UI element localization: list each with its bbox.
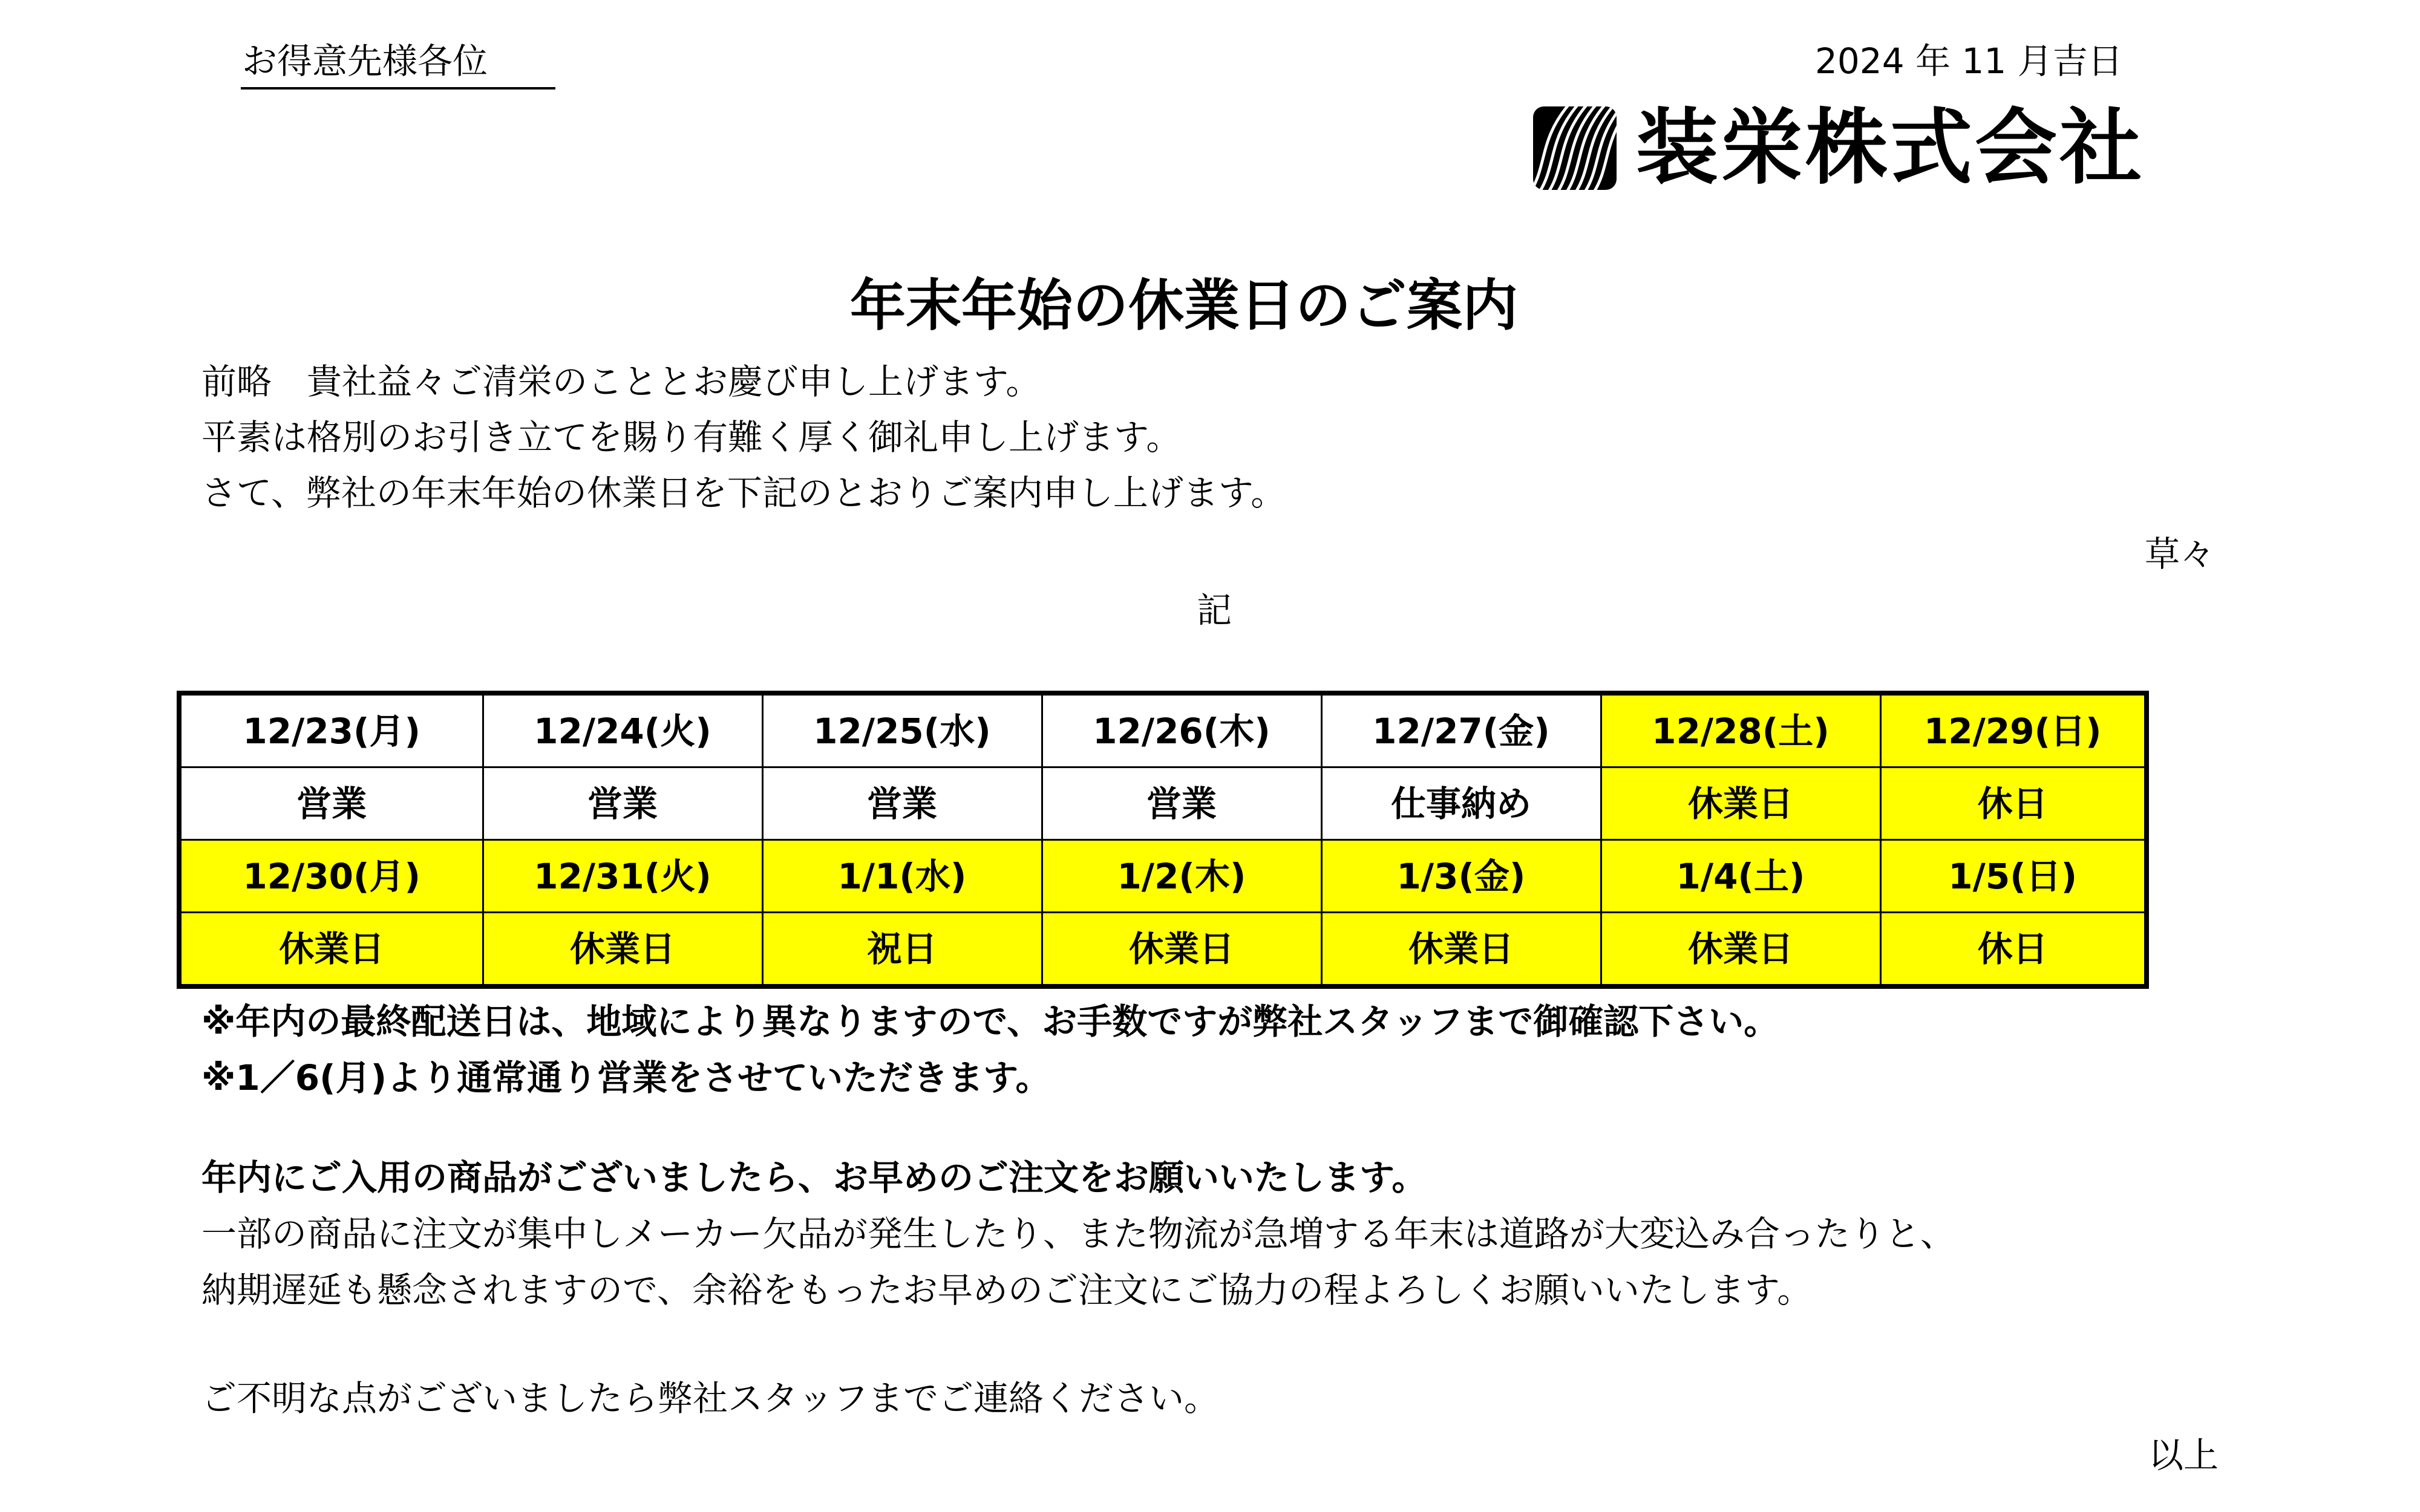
- order-request-line: 一部の商品に注文が集中しメーカー欠品が発生したり、また物流が急増する年末は道路が大変込み合ったりと、: [201, 1213, 1955, 1254]
- issue-date: 2024 年 11 月吉日: [1815, 41, 2123, 82]
- status-cell: 休業日: [1042, 913, 1321, 987]
- date-cell: 12/23(月): [179, 693, 483, 767]
- ki-mark: 記: [1197, 590, 1232, 631]
- greeting: [201, 361, 1286, 531]
- greeting-line: さて、弊社の年末年始の休業日を下記のとおりご案内申し上げます。: [201, 472, 1286, 513]
- date-cell: 12/24(火): [483, 693, 762, 767]
- date-cell: 12/28(土): [1601, 693, 1880, 767]
- date-cell: 12/27(金): [1321, 693, 1601, 767]
- status-cell: 仕事納め: [1321, 767, 1601, 840]
- order-request-heading: 年内にご入用の商品がございましたら、お早めのご注文をお願いいたします。: [201, 1157, 1427, 1198]
- greeting-line: 前略 貴社益々ご清栄のこととお慶び申し上げます。: [201, 361, 1041, 402]
- greeting-line: 平素は格別のお引き立てを賜り有難く厚く御礼申し上げます。: [201, 417, 1182, 458]
- status-row: [179, 913, 2147, 987]
- status-cell: 休業日: [1601, 767, 1880, 840]
- date-cell: 1/2(木): [1042, 840, 1321, 913]
- status-cell: 休業日: [1321, 913, 1601, 987]
- date-row: [179, 693, 2147, 767]
- date-cell: 12/25(水): [762, 693, 1042, 767]
- closing-sousou: 草々: [2145, 533, 2216, 575]
- date-cell: 1/1(水): [762, 840, 1042, 913]
- closing-ijou: 以上: [2148, 1435, 2219, 1476]
- contact-line: ご不明な点がございましたら弊社スタッフまでご連絡ください。: [201, 1378, 1220, 1419]
- status-cell: 営業: [1042, 767, 1321, 840]
- order-request-line: 納期遅延も懸念されますので、余裕をもったお早めのご注文にご協力の程よろしくお願いいたします。: [201, 1269, 1813, 1311]
- date-cell: 1/3(金): [1321, 840, 1601, 913]
- date-cell: 12/29(日): [1880, 693, 2147, 767]
- status-cell: 営業: [762, 767, 1042, 840]
- status-cell: 祝日: [762, 913, 1042, 987]
- company-logo: [1529, 100, 2144, 196]
- status-cell: 休日: [1880, 913, 2147, 987]
- status-cell: 営業: [179, 767, 483, 840]
- status-cell: 休業日: [1601, 913, 1880, 987]
- status-cell: 休業日: [483, 913, 762, 987]
- status-cell: 休日: [1880, 767, 2147, 840]
- date-cell: 12/31(火): [483, 840, 762, 913]
- page-title: 年末年始の休業日のご案内: [850, 273, 1519, 338]
- date-cell: 12/30(月): [179, 840, 483, 913]
- note-line: ※年内の最終配送日は、地域により異なりますので、お手数ですが弊社スタッフまで御確認下さい。: [201, 1001, 1779, 1042]
- status-row: [179, 767, 2147, 840]
- date-cell: 1/5(日): [1880, 840, 2147, 913]
- note-line: ※1／6(月)より通常通り営業をさせていただきます。: [201, 1057, 1051, 1098]
- addressee: お得意先様各位: [242, 41, 488, 82]
- addressee-underline: [241, 87, 555, 90]
- order-request: [201, 1157, 1955, 1329]
- company-name: 装栄株式会社: [1636, 100, 2144, 196]
- date-cell: 1/4(土): [1601, 840, 1880, 913]
- status-cell: 休業日: [179, 913, 483, 987]
- status-cell: 営業: [483, 767, 762, 840]
- date-cell: 12/26(木): [1042, 693, 1321, 767]
- notes: [201, 1001, 1779, 1116]
- holiday-schedule-table: [177, 691, 2149, 989]
- company-logo-icon: [1529, 103, 1620, 194]
- date-row: [179, 840, 2147, 913]
